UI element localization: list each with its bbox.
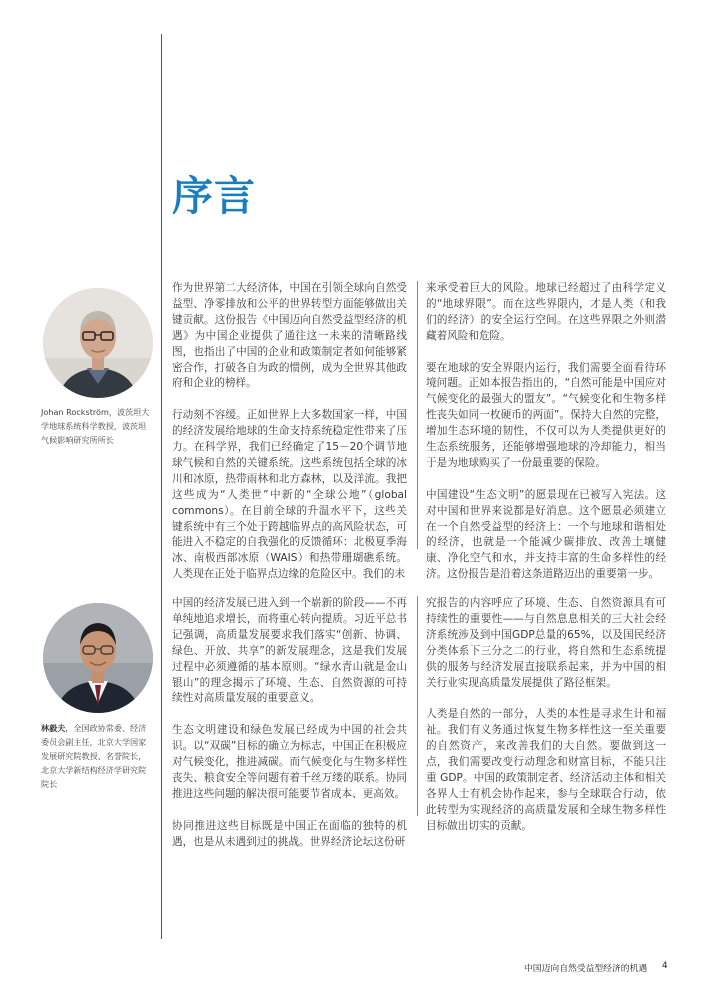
caption-name: Johan Rockström [41,407,109,417]
paragraph: 要在地球的安全界限内运行，我们需要全面看待环境问题。正如本报告指出的，“自然可能是中国应对气候变化的最强大的盟友”。“气候变化和生物多样性丧失如同一枚硬币的两面”。保持大自然的完整，增加生态环境的韧性，不仅可以为人类提供更好的生态系统服务，还能够增强地球的冷却能力，相当于是为地球购买了一份最重要的保险。 [426,361,666,469]
page-vertical-rule [161,34,162,939]
section1-column-right [426,281,666,583]
page-title: 序言 [172,172,256,220]
section2-column-right [426,596,666,835]
portrait-rockstrom [43,288,153,398]
section2-column-left [172,596,407,850]
paragraph: 究报告的内容呼应了环境、生态、自然资源具有可持续性的重要性——与自然息息相关的三大社会经济系统涉及到中国GDP总量的65%，以及国民经济分类体系下三分之二的行业，将自然和生态系统提供的服务与经济发展直接联系起来，并为中国的相关行业实现高质量发展提供了路径框架。 [426,597,666,689]
paragraph: 生态文明建设和绿色发展已经成为中国的社会共识。以“双碳”目标的确立为标志，中国正在积极应对气候变化，推进减碳。而气候变化与生物多样性丧失、粮食安全等问题有着千丝万缕的联系。协同推进这些问题的解决很可能要节省成本、更高效。 [172,724,407,800]
paragraph: 作为世界第二大经济体，中国在引领全球向自然受益型、净零排放和公平的世界转型方面能够做出关键贡献。这份报告《中国迈向自然受益型经济的机遇》为中国企业提供了通往这一未来的清晰路线图，也指出了中国的企业和政策制定者如何能够紧密合作，打破各自为政的惯例，成为全世界其他政府和企业的榜样。 [172,282,407,390]
paragraph: 中国建设“生态文明”的愿景现在已被写入宪法。这对中国和世界来说都是好消息。这个愿景必须建立在一个自然受益型的经济上：一个与地球和谐相处的经济，也就是一个能减少碳排放、改善土壤健康、净化空气和水，并支持丰富的生命多样性的经济。这份报告是沿着这条道路迈出的重要第一步。 [426,488,666,581]
column-divider [417,281,418,549]
caption-affiliation: ，全国政协常委、经济委员会副主任，北京大学国家发展研究院教授、名誉院长，北京大学新结构经济学研究院院长 [41,723,147,790]
section1-column-left [172,281,407,583]
paragraph: 行动刻不容缓。正如世界上大多数国家一样，中国的经济发展给地球的生命支持系统稳定性带来了压力。在科学界，我们已经确定了15－20个调节地球气候和自然的关键系统。这些系统包括全球的冰川和冰原，热带雨林和北方森林，以及洋流。我把这些成为“人类世”中新的“全球公地”（global commons）。在目前全球的升温水平下，这些关键系统中有三个处于跨越临界点的高风险状态，可能进入不稳定的自我强化的反馈循环：北极夏季海冰、南极西部冰原（WAIS）和热带珊瑚礁系统。人类现在正处于临界点边缘的危险区中。我们的未 [172,409,407,581]
column-divider [417,596,418,816]
paragraph: 来承受着巨大的风险。地球已经超过了由科学定义的“地球界限”。而在这些界限内，才是人类（和我们的经济）的安全运行空间。在这些界限之外则潜藏着风险和危险。 [426,282,666,342]
paragraph: 协同推进这些目标既是中国正在面临的独特的机遇，也是从未遇到过的挑战。世界经济论坛这份研 [172,819,407,848]
page-number: 4 [662,961,668,971]
caption-affiliation: ，波茨坦大学地球系统科学教授，波茨坦气候影响研究所所长 [41,407,150,446]
footer-title: 中国迈向自然受益型经济的机遇 [524,964,648,974]
caption-name: 林毅夫 [41,723,66,733]
caption-lin-yifu [41,721,153,791]
portrait-lin-yifu [43,603,153,713]
paragraph: 中国的经济发展已进入到一个崭新的阶段——不再单纯地追求增长，而将重心转向提质。习近平总书记强调，高质量发展要求我们落实“创新、协调、绿色、开放、共享”的新发展理念，这是我们发展过程中必须遵循的基本原则。“绿水青山就是金山银山”的理念揭示了环境、生态、自然资源的可持续性对高质量发展的重要意义。 [172,597,407,705]
caption-rockstrom [41,405,153,447]
paragraph: 人类是自然的一部分，人类的本性是寻求生计和福祉。我们有义务通过恢复生物多样性这一至关重要的自然资产，来改善我们的大自然。要做到这一点，我们需要改变行动理念和财富目标，不能只注重 GDP。中国的政策制定者、经济活动主体和相关各界人士有机会协作起来，参与全球联合行动，依此转型为实现经济的高质量发展和全球生物多样性目标做出切实的贡献。 [426,708,666,832]
